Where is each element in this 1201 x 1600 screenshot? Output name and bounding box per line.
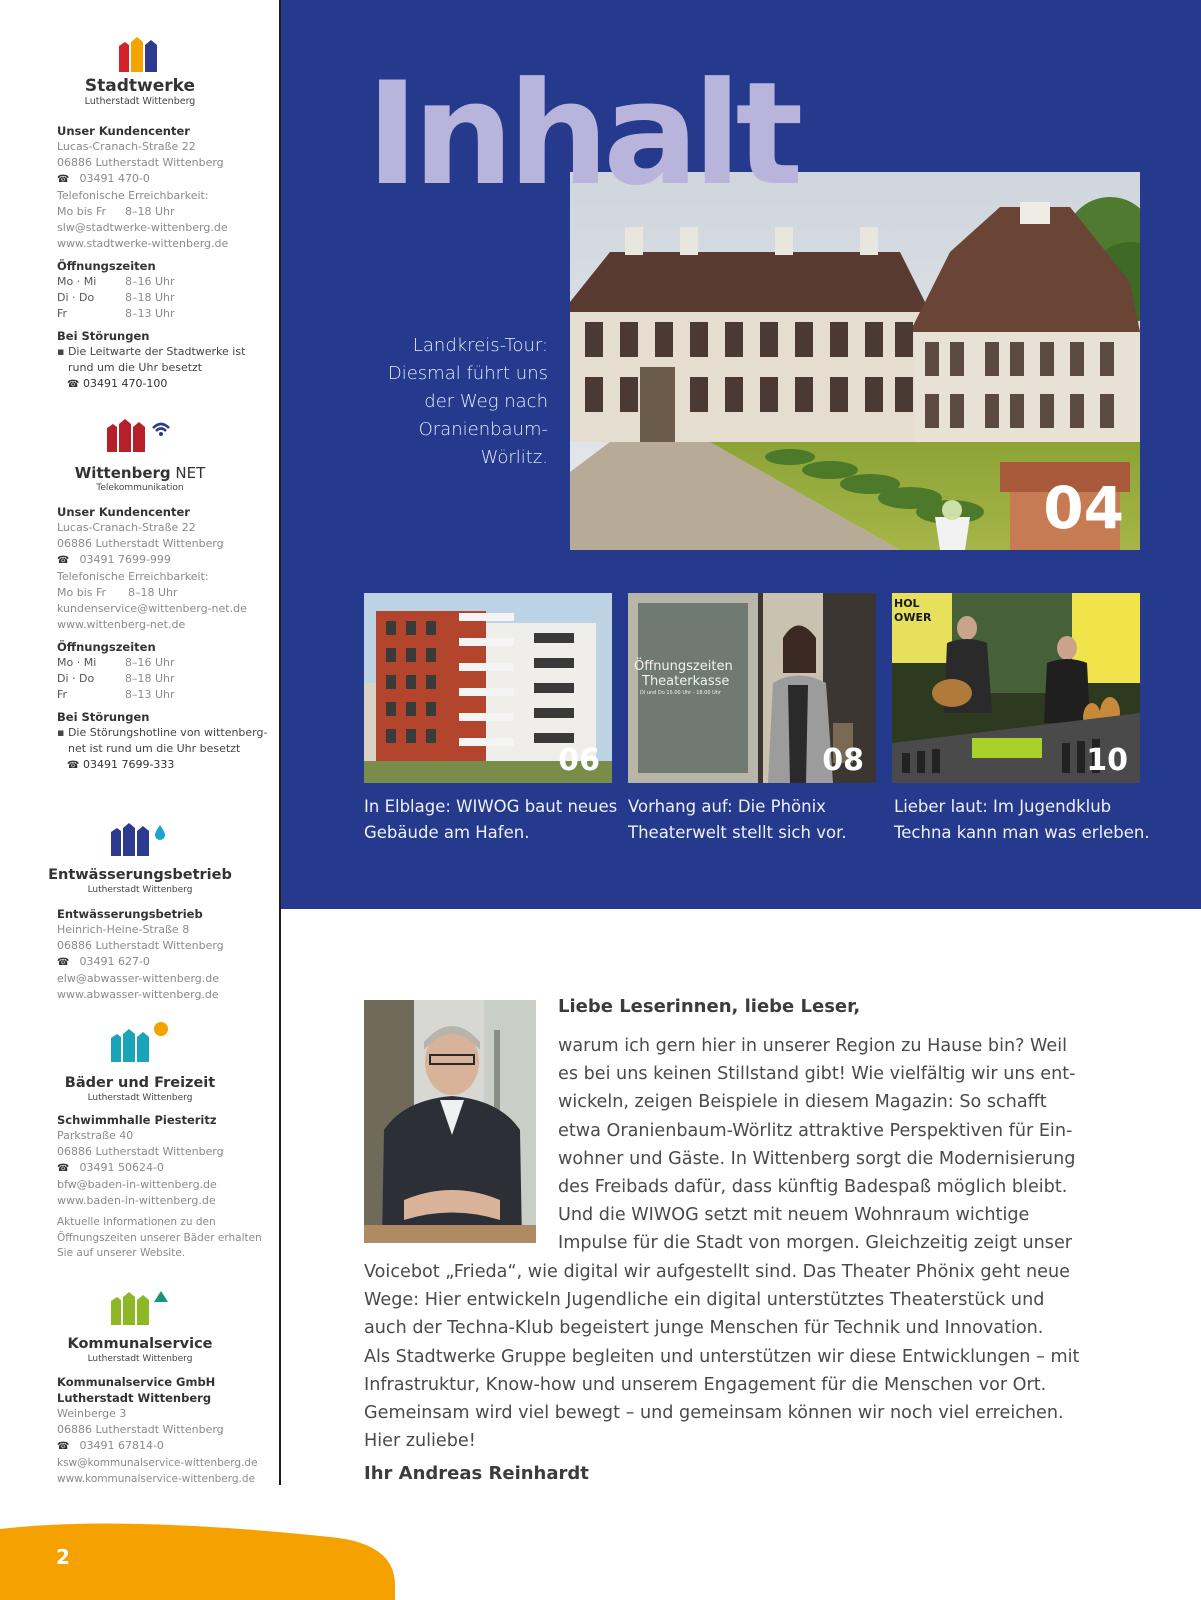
address-line: 06886 Lutherstadt Wittenberg	[57, 1145, 224, 1158]
net-contact	[57, 504, 272, 774]
text-line: auch der Techna-Klub begeistert junge Menschen für Technik und Innovation.	[364, 1318, 1044, 1339]
abwasser-logo	[105, 818, 175, 856]
reach-label: Telefonische Erreichbarkeit:	[57, 189, 209, 202]
text-line: etwa Oranienbaum-Wörlitz attraktive Perspektiven für Ein-	[558, 1120, 1073, 1141]
text-line: Wege: Hier entwickeln Jugendliche ein digital unterstütztes Theaterstück und	[364, 1290, 1045, 1311]
editorial-signature: Ihr Andreas Reinhardt	[364, 1463, 589, 1484]
web-link[interactable]: www.abwasser-wittenberg.de	[57, 988, 219, 1001]
address-line: Parkstraße 40	[57, 1129, 134, 1142]
text-line: Infrastruktur, Know-how und unserem Engagement für die Menschen vor Ort.	[364, 1374, 1047, 1395]
band-sign-line: HOL	[894, 597, 920, 610]
address-line: 06886 Lutherstadt Wittenberg	[57, 1423, 224, 1436]
wittenberg-net-name	[0, 464, 280, 482]
fault-phone-line	[57, 757, 272, 774]
email-link[interactable]: kundenservice@wittenberg-net.de	[57, 602, 247, 615]
hours-row	[57, 306, 272, 322]
phone-number[interactable]: 03491 67814-0	[79, 1439, 164, 1452]
web-link[interactable]: www.stadtwerke-wittenberg.de	[57, 237, 229, 250]
theater-sign-text	[634, 659, 733, 697]
abwasser-contact	[57, 906, 272, 1003]
web-link[interactable]: www.baden-in-wittenberg.de	[57, 1194, 216, 1207]
stadtwerke-sub: Lutherstadt Wittenberg	[84, 96, 196, 107]
address-line: Heinrich-Heine-Straße 8	[57, 923, 190, 936]
wittenberg-net-sub: Telekommunikation	[96, 483, 184, 493]
baeder-note: Aktuelle Informationen zu den Öffnungszeiten unserer Bäder erhalten Sie auf unserer Website.	[57, 1216, 262, 1259]
page-number: 2	[56, 1545, 70, 1569]
kundencenter-heading: Unser Kundencenter	[57, 505, 190, 519]
phone-icon: ☎	[57, 1163, 70, 1174]
text-line: des Freibads dafür, dass künftig Badespaß möglich bleibt.	[558, 1177, 1068, 1198]
reach-label: Telefonische Erreichbarkeit:	[57, 570, 209, 583]
thumb-page-number: 06	[558, 743, 600, 778]
text-line: wickeln, zeigen Beispiele in diesem Magazin: So schafft	[558, 1092, 1047, 1113]
phone-line	[57, 1160, 272, 1177]
net-name-bold: Wittenberg	[74, 464, 171, 482]
hours-row	[57, 687, 272, 703]
thumb-page-number: 10	[1086, 743, 1128, 778]
baeder-contact	[57, 1112, 272, 1262]
hours-day: Mo · Mi	[57, 275, 97, 288]
fault-text: ▪ Die Leitwarte der Stadtwerke ist rund um die Uhr besetzt	[57, 345, 246, 374]
thumb-wiwog[interactable]	[364, 593, 612, 783]
stadtwerke-contact	[57, 123, 272, 393]
hours-row	[57, 655, 272, 671]
reach-days: Mo bis Fr	[57, 205, 107, 218]
stadtwerke-brand	[0, 36, 280, 108]
hours-day: Fr	[57, 688, 68, 701]
address-line: 06886 Lutherstadt Wittenberg	[57, 156, 224, 169]
phone-line	[57, 1438, 272, 1455]
wittenberg-net-brand	[0, 416, 280, 494]
phone-line	[57, 954, 272, 971]
hero-page-number: 04	[1043, 474, 1124, 542]
reach-hours: 8–18 Uhr	[125, 205, 175, 218]
abwasser-name: Entwässerungsbetrieb	[48, 867, 232, 883]
band-sign-line: OWER	[894, 611, 932, 624]
hours-day: Di · Do	[57, 672, 95, 685]
text-line: wohner und Gäste. In Wittenberg sorgt die Modernisierung	[558, 1148, 1076, 1169]
text-line: es bei uns keinen Stillstand gibt! Wie vielfältig wir uns ent-	[558, 1064, 1076, 1085]
kommunal-logo	[105, 1287, 175, 1325]
phone-number[interactable]: 03491 7699-999	[79, 553, 171, 566]
email-link[interactable]: elw@abwasser-wittenberg.de	[57, 972, 220, 985]
thumb-theater[interactable]	[628, 593, 876, 783]
net-name-light: NET	[170, 464, 206, 482]
email-link[interactable]: ksw@kommunalservice-wittenberg.de	[57, 1457, 258, 1469]
phone-number[interactable]: 03491 470-0	[79, 172, 150, 185]
phone-number[interactable]: 03491 50624-0	[79, 1161, 164, 1174]
text-line: Voicebot „Frieda“, wie digital wir aufgestellt sind. Das Theater Phönix geht neue	[364, 1262, 1070, 1282]
address-line: Weinberge 3	[57, 1407, 127, 1420]
address-line: 06886 Lutherstadt Wittenberg	[57, 939, 224, 952]
hours-time: 8–13 Uhr	[125, 307, 175, 320]
hero-photo-palace[interactable]	[570, 172, 1140, 550]
baeder-name: Bäder und Freizeit	[64, 1075, 216, 1091]
reach-row	[57, 585, 272, 601]
hours-time: 8–13 Uhr	[125, 688, 175, 701]
kommunal-brand	[0, 1287, 280, 1365]
reach-days: Mo bis Fr	[57, 586, 107, 599]
wittenberg-net-logo	[105, 416, 175, 452]
hours-time: 8–16 Uhr	[125, 656, 175, 669]
editor-portrait	[364, 1000, 536, 1243]
editorial-lead	[558, 1032, 1098, 1258]
address-line: 06886 Lutherstadt Wittenberg	[57, 537, 224, 550]
abwasser-brand	[0, 818, 280, 896]
portrait-illustration	[364, 1000, 536, 1243]
email-link[interactable]: slw@stadtwerke-wittenberg.de	[57, 221, 228, 234]
theater-sign-line: Theaterkasse	[642, 674, 730, 689]
thumb-page-number: 08	[822, 743, 864, 778]
baeder-brand	[0, 1020, 280, 1104]
text-line: Hier zuliebe!	[364, 1431, 476, 1452]
page-title: Inhalt	[366, 52, 798, 217]
text-line: Und die WIWOG setzt mit neuem Wohnraum wichtige	[558, 1205, 1030, 1226]
text-line: Impulse für die Stadt von morgen. Gleichzeitig zeigt unser	[558, 1233, 1073, 1254]
thumb-techna[interactable]	[892, 593, 1140, 783]
hours-time: 8–16 Uhr	[125, 275, 175, 288]
phone-icon: ☎	[57, 1441, 70, 1452]
text-line: Gemeinsam wird viel bewegt – und gemeinsam können wir noch viel erreichen.	[364, 1403, 1064, 1424]
baeder-heading: Schwimmhalle Piesteritz	[57, 1113, 217, 1127]
hours-row	[57, 671, 272, 687]
editorial-body	[364, 1258, 1124, 1455]
fault-phone[interactable]: 03491 7699-333	[82, 758, 175, 771]
editorial-greeting: Liebe Leserinnen, liebe Leser,	[558, 996, 861, 1017]
stadtwerke-logo	[117, 36, 163, 72]
web-link[interactable]: www.wittenberg-net.de	[57, 618, 186, 631]
phone-icon: ☎	[67, 760, 80, 771]
kommunal-heading: Kommunalservice GmbH	[57, 1375, 216, 1389]
reach-hours: 8–18 Uhr	[128, 586, 178, 599]
contact-sidebar	[0, 0, 280, 1485]
phone-icon: ☎	[57, 555, 70, 566]
theater-sign-line: Öffnungszeiten	[634, 659, 733, 674]
phone-number[interactable]: 03491 627-0	[79, 955, 150, 968]
thumb-caption-theater[interactable]: Vorhang auf: Die Phönix Theaterwelt stellt sich vor.	[628, 797, 847, 842]
fault-text: ▪ Die Störungshotline von wittenberg-net ist rund um die Uhr besetzt	[57, 726, 268, 755]
text-line: Als Stadtwerke Gruppe begleiten und unterstützen wir diese Entwicklungen – mit	[364, 1346, 1080, 1367]
kommunal-name: Kommunalservice	[67, 1336, 213, 1352]
kommunal-sub: Lutherstadt Wittenberg	[87, 1354, 193, 1364]
hours-heading: Öffnungszeiten	[57, 640, 156, 654]
hours-row	[57, 274, 272, 290]
thumb-caption-techna[interactable]: Lieber laut: Im Jugendklub Techna kann man was erleben.	[894, 797, 1150, 842]
phone-icon: ☎	[67, 379, 80, 390]
phone-line	[57, 171, 272, 188]
kommunal-contact	[57, 1374, 272, 1487]
hours-time: 8–18 Uhr	[125, 291, 175, 304]
fault-phone[interactable]: 03491 470-100	[82, 377, 168, 390]
hours-day: Fr	[57, 307, 68, 320]
kommunal-heading: Lutherstadt Wittenberg	[57, 1391, 212, 1405]
baeder-logo	[105, 1020, 175, 1062]
reach-row	[57, 204, 272, 220]
address-line: Lucas-Cranach-Straße 22	[57, 521, 196, 534]
fault-phone-line	[57, 376, 272, 393]
stadtwerke-name: Stadtwerke	[84, 76, 196, 96]
text-line: warum ich gern hier in unserer Region zu Hause bin? Weil	[558, 1036, 1068, 1056]
address-line: Lucas-Cranach-Straße 22	[57, 140, 196, 153]
web-link[interactable]: www.kommunalservice-wittenberg.de	[57, 1473, 256, 1485]
thumb-caption-wiwog[interactable]: In Elblage: WIWOG baut neues Gebäude am Hafen.	[364, 797, 618, 842]
theater-sign-hours: Di und Do 15.00 Uhr - 18.00 Uhr	[640, 690, 721, 696]
phone-line	[57, 552, 272, 569]
hero-caption[interactable]: Landkreis-Tour: Diesmal führt uns der Weg nach Oranienbaum-Wörlitz.	[387, 335, 548, 468]
baeder-sub: Lutherstadt Wittenberg	[87, 1093, 193, 1103]
hours-row	[57, 290, 272, 306]
hours-heading: Öffnungszeiten	[57, 259, 156, 273]
band-sign-text	[894, 597, 931, 625]
phone-icon: ☎	[57, 174, 70, 185]
abwasser-heading: Entwässerungsbetrieb	[57, 907, 203, 921]
phone-icon: ☎	[57, 957, 70, 968]
abwasser-sub: Lutherstadt Wittenberg	[87, 885, 193, 895]
kundencenter-heading: Unser Kundencenter	[57, 124, 190, 138]
fault-heading: Bei Störungen	[57, 710, 150, 724]
email-link[interactable]: bfw@baden-in-wittenberg.de	[57, 1178, 217, 1191]
hours-time: 8–18 Uhr	[125, 672, 175, 685]
hours-day: Mo · Mi	[57, 656, 97, 669]
hours-day: Di · Do	[57, 291, 95, 304]
fault-heading: Bei Störungen	[57, 329, 150, 343]
